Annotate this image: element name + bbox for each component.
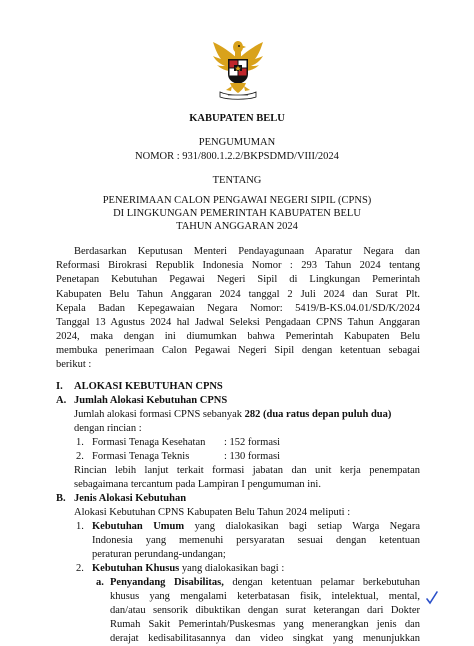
sub-item-text: dengan ketentuan pelamar berkebutuhan — [223, 577, 420, 588]
sub-item-line: derajat kedisabilitasannya dan video singkat yang menunjukkan — [110, 633, 420, 644]
sub-item-line: dan/atau sensorik dibuktikan dengan surat keterangan dari Dokter — [110, 605, 420, 616]
need-item-title: Kebutuhan Umum — [92, 521, 185, 532]
formation-item-value: : 152 formasi — [224, 437, 280, 448]
subsection-b-intro: Alokasi Kebutuhan CPNS Kabupaten Belu Tahun 2024 meliputi : — [74, 507, 351, 518]
need-item-number: 2. — [76, 563, 84, 574]
sub-item-line: Rumah Sakit Pemerintah/Puskesmas yang menerangkan jenis dan — [110, 619, 420, 630]
subsection-a-letter: A. — [56, 395, 67, 406]
subject-line-1: PENERIMAAN CALON PENGAWAI NEGERI SIPIL (CPNS) — [102, 195, 372, 206]
subsection-a-title: Jumlah Alokasi Kebutuhan CPNS — [74, 395, 228, 406]
checkmark-annotation-icon — [425, 590, 439, 606]
need-item-line: Indonesia yang memenuhi persyaratan sesuai dengan ketentuan — [92, 535, 420, 546]
intro-line: Kepala Badan Kepegawaian Negara Nomor: 5419/B-KS.04.01/SD/K/2024 — [56, 303, 420, 314]
sub-item-letter: a. — [96, 577, 104, 588]
formation-item-label: Formasi Tenaga Teknis — [92, 451, 190, 462]
sub-item-line: khusus yang mengalami keterbatasan fisik, intelektual, mental, — [110, 591, 420, 602]
formation-item-number: 2. — [76, 451, 84, 462]
announcement-title: PENGUMUMAN — [198, 137, 276, 148]
subject-line-2: DI LINGKUNGAN PEMERINTAH KABUPATEN BELU — [113, 208, 361, 219]
formation-item-number: 1. — [76, 437, 84, 448]
need-item-number: 1. — [76, 521, 84, 532]
allocation-detail-intro: dengan rincian : — [74, 423, 142, 434]
intro-line: Kabupaten Belu Tahun Anggaran 2024 tanggal 2 Juli 2024 dan Surat Plt. — [56, 289, 420, 300]
intro-line: 2024, maka dengan ini diumumkan bahwa Pemerintah Kabupaten Belu — [56, 331, 420, 342]
subsection-b-letter: B. — [56, 493, 66, 504]
regency-title: KABUPATEN BELU — [189, 113, 285, 124]
need-item-first-line — [92, 520, 420, 534]
allocation-sentence — [74, 408, 391, 422]
need-item-line: peraturan perundang-undangan; — [92, 549, 226, 560]
section-1-title: ALOKASI KEBUTUHAN CPNS — [74, 381, 223, 392]
sub-item-title: Penyandang Disabilitas, — [110, 577, 224, 588]
allocation-text: Jumlah alokasi formasi CPNS sebanyak — [74, 409, 245, 420]
need-item-text: yang dialokasikan bagi : — [179, 563, 285, 574]
intro-line: Penetapan Kebutuhan Pegawai Negeri Sipil di Lingkungan Pemerintah — [56, 274, 420, 285]
need-item-first-line — [92, 562, 284, 576]
intro-line: membuka penerimaan Calon Pegawai Negeri Sipil dengan ketentuan sebagai — [56, 345, 420, 356]
section-1-number: I. — [56, 381, 63, 392]
announcement-number: NOMOR : 931/800.1.2.2/BKPSDMD/VIII/2024 — [135, 151, 339, 162]
subject-line-3: TAHUN ANGGARAN 2024 — [176, 221, 298, 232]
intro-line: berikut : — [56, 359, 92, 370]
intro-line: Tanggal 13 Agustus 2024 hal Jadwal Seleksi Pengadaan CPNS Tahun Anggaran — [56, 317, 420, 328]
sub-item-first-line — [110, 576, 420, 590]
detail-line: sebagaimana tercantum pada Lampiran I pengumuman ini. — [74, 479, 321, 490]
garuda-emblem-icon — [210, 36, 266, 100]
need-item-title: Kebutuhan Khusus — [92, 563, 180, 574]
intro-line: Reformasi Birokrasi Republik Indonesia Nomor : 293 Tahun 2024 tentang — [56, 260, 420, 271]
detail-line: Rincian lebih lanjut terkait formasi jabatan dan unit kerja penempatan — [74, 465, 420, 476]
about-label: TENTANG — [212, 175, 262, 186]
intro-line: Berdasarkan Keputusan Menteri Pendayagunaan Aparatur Negara dan — [74, 246, 420, 257]
formation-item-value: : 130 formasi — [224, 451, 280, 462]
need-item-text: yang dialokasikan bagi setiap Warga Negara — [184, 521, 420, 532]
allocation-count: 282 (dua ratus depan puluh dua) — [244, 409, 392, 420]
subsection-b-title: Jenis Alokasi Kebutuhan — [74, 493, 187, 504]
formation-item-label: Formasi Tenaga Kesehatan — [92, 437, 206, 448]
